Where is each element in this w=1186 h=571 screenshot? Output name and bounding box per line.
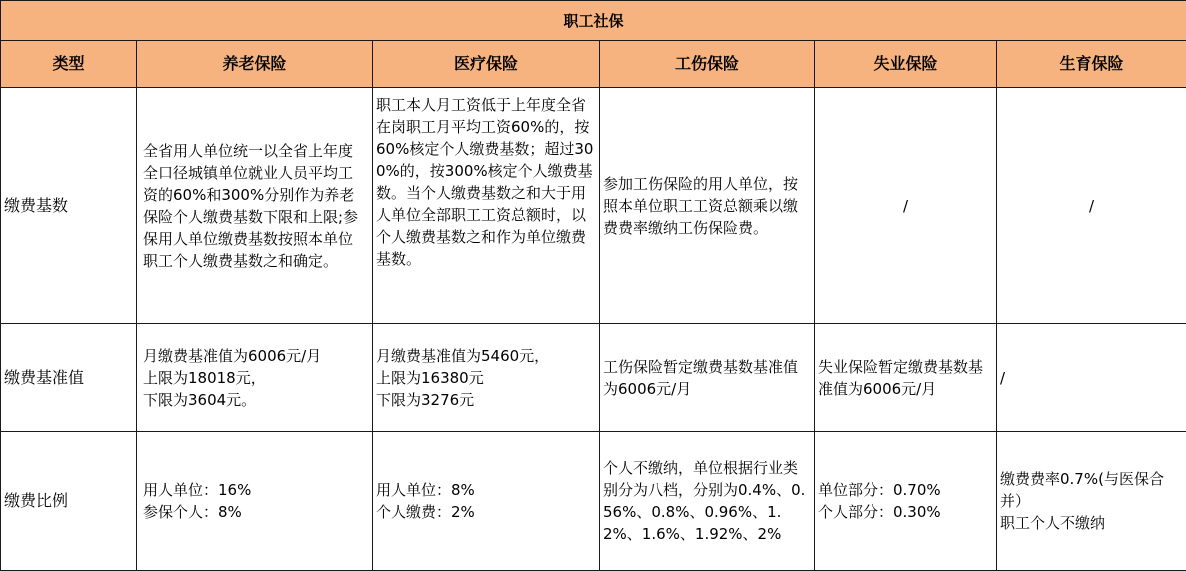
maternity-benchmark-cell: / xyxy=(997,324,1186,432)
medical-benchmark-cell: 月缴费基准值为5460元， 上限为16380元 下限为3276元 xyxy=(373,324,600,432)
pension-base-cell: 全省用人单位统一以全省上年度全口径城镇单位就业人员平均工资的60%和300%分别作为养老保险个人缴费基数下限和上限;参保用人单位缴费基数按照本单位职工个人缴费基数之和确定。 xyxy=(137,88,373,324)
table-row xyxy=(1,88,1186,324)
row-label-ratio: 缴费比例 xyxy=(1,432,137,571)
medical-base-cell: 职工本人月工资低于上年度全省在岗职工月平均工资60%的，按60%核定个人缴费基数；超过300%的，按300%核定个人缴费基数。当个人缴费基数之和大于用人单位全部职工工资总额时，以个人缴费基数之和作为单位缴费基数。 xyxy=(373,88,600,324)
header-medical: 医疗保险 xyxy=(373,41,600,88)
pension-benchmark-cell: 月缴费基准值为6006元/月 上限为18018元， 下限为3604元。 xyxy=(137,324,373,432)
unemployment-benchmark-cell: 失业保险暂定缴费基数基准值为6006元/月 xyxy=(815,324,997,432)
table-title-row xyxy=(1,1,1186,41)
header-unemployment: 失业保险 xyxy=(815,41,997,88)
maternity-ratio-cell: 缴费费率0.7%(与医保合并） 职工个人不缴纳 xyxy=(997,432,1186,571)
pension-ratio-cell: 用人单位：16% 参保个人：8% xyxy=(137,432,373,571)
table-row xyxy=(1,324,1186,432)
header-maternity: 生育保险 xyxy=(997,41,1186,88)
table-header-row xyxy=(1,41,1186,88)
injury-benchmark-cell: 工伤保险暂定缴费基数基准值为6006元/月 xyxy=(600,324,815,432)
unemployment-base-cell: / xyxy=(815,88,997,324)
header-type: 类型 xyxy=(1,41,137,88)
table-row xyxy=(1,432,1186,571)
unemployment-ratio-cell: 单位部分：0.70% 个人部分：0.30% xyxy=(815,432,997,571)
row-label-benchmark: 缴费基准值 xyxy=(1,324,137,432)
table-title: 职工社保 xyxy=(1,1,1186,41)
header-pension: 养老保险 xyxy=(137,41,373,88)
medical-ratio-cell: 用人单位：8% 个人缴费：2% xyxy=(373,432,600,571)
injury-ratio-cell: 个人不缴纳，单位根据行业类别分为八档，分别为0.4%、0.56%、0.8%、0.96%、1.2%、1.6%、1.92%、2% xyxy=(600,432,815,571)
row-label-base: 缴费基数 xyxy=(1,88,137,324)
header-injury: 工伤保险 xyxy=(600,41,815,88)
injury-base-cell: 参加工伤保险的用人单位，按照本单位职工工资总额乘以缴费费率缴纳工伤保险费。 xyxy=(600,88,815,324)
maternity-base-cell: / xyxy=(997,88,1186,324)
